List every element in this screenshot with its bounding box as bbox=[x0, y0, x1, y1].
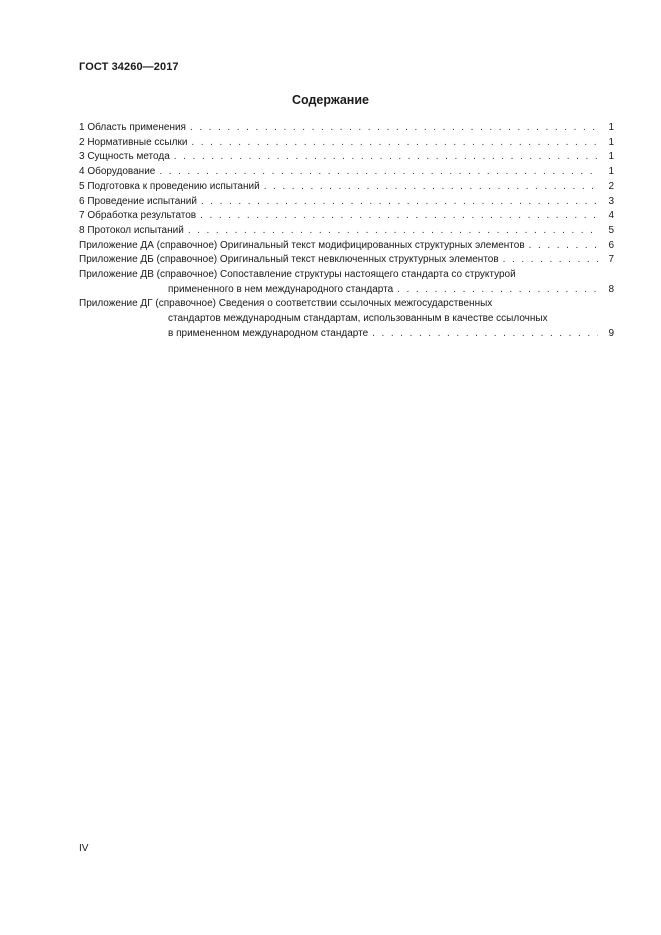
toc-leader-dots bbox=[372, 327, 598, 342]
toc-entry-page: 1 bbox=[608, 136, 614, 148]
toc-entry-page: 1 bbox=[608, 122, 614, 133]
toc-entry-result-processing[interactable] bbox=[79, 209, 614, 224]
toc-entry-equipment[interactable] bbox=[79, 165, 614, 180]
toc-entry-text: 2 Нормативные ссылки bbox=[79, 136, 188, 148]
toc-entry-test-report[interactable] bbox=[79, 224, 614, 239]
toc-entry-text-continued: стандартов международным стандартам, использованным в качестве ссылочных bbox=[168, 313, 548, 325]
toc-entry-text: Приложение ДВ (справочное) Сопоставление структуры настоящего стандарта со структурой bbox=[79, 269, 516, 281]
toc-leader-dots bbox=[529, 239, 598, 254]
toc-entry-text: 3 Сущность метода bbox=[79, 151, 170, 163]
toc-entry-text: 7 Обработка результатов bbox=[79, 210, 197, 222]
toc-entry-annex-da[interactable] bbox=[79, 239, 614, 254]
toc-entry-text: Приложение ДГ (справочное) Сведения о соответствии ссылочных межгосударственных bbox=[79, 298, 493, 310]
toc-leader-dots bbox=[397, 283, 598, 298]
toc-entry-text: 4 Оборудование bbox=[79, 166, 156, 178]
toc-leader-dots bbox=[503, 253, 598, 268]
toc-leader-dots bbox=[264, 180, 598, 195]
toc-leader-dots bbox=[200, 209, 598, 224]
toc-entry-page: 4 bbox=[608, 210, 614, 222]
toc-entry-method-essence[interactable] bbox=[79, 150, 614, 165]
toc-entry-text-continued: в примененном международном стандарте bbox=[168, 327, 369, 339]
toc-entry-normative-references[interactable] bbox=[79, 136, 614, 151]
document-code: ГОСТ 34260—2017 bbox=[79, 61, 179, 73]
toc-entry-text: 8 Протокол испытаний bbox=[79, 224, 184, 236]
toc-leader-dots bbox=[174, 150, 598, 165]
toc-entry-page: 7 bbox=[608, 254, 614, 266]
toc-entry-page: 5 bbox=[608, 224, 614, 236]
toc-entry-annex-dg[interactable] bbox=[79, 297, 614, 341]
toc-entry-text: 5 Подготовка к проведению испытаний bbox=[79, 180, 260, 192]
toc-leader-dots bbox=[191, 136, 598, 151]
toc-entry-annex-dv[interactable] bbox=[79, 268, 614, 297]
toc-entry-text-continued: примененного в нем международного стандарта bbox=[168, 283, 394, 295]
toc-entry-annex-db[interactable] bbox=[79, 253, 614, 268]
toc-leader-dots bbox=[190, 121, 598, 136]
toc-leader-dots bbox=[159, 165, 598, 180]
toc-entry-test-execution[interactable] bbox=[79, 195, 614, 210]
toc-entry-page: 9 bbox=[608, 327, 614, 339]
toc-entry-page: 3 bbox=[608, 195, 614, 207]
toc-title: Содержание bbox=[291, 93, 369, 107]
toc-leader-dots bbox=[188, 224, 598, 239]
page-number: IV bbox=[79, 843, 89, 854]
toc-entry-page: 1 bbox=[608, 151, 614, 163]
toc-entry-page: 2 bbox=[608, 180, 614, 192]
toc-entry-test-preparation[interactable] bbox=[79, 180, 614, 195]
toc-entry-page: 8 bbox=[608, 283, 614, 295]
toc-leader-dots bbox=[201, 195, 598, 210]
toc-entry-scope[interactable] bbox=[79, 121, 614, 136]
toc-entry-page: 1 bbox=[608, 166, 614, 178]
toc-entry-text: 1 Область применения bbox=[79, 122, 186, 133]
toc-entry-page: 6 bbox=[608, 239, 614, 251]
toc-entry-text: Приложение ДА (справочное) Оригинальный текст модифицированных структурных элементов bbox=[79, 239, 525, 251]
toc-entry-text: 6 Проведение испытаний bbox=[79, 195, 197, 207]
toc-entry-text: Приложение ДБ (справочное) Оригинальный текст невключенных структурных элементов bbox=[79, 254, 499, 266]
table-of-contents bbox=[79, 121, 614, 342]
